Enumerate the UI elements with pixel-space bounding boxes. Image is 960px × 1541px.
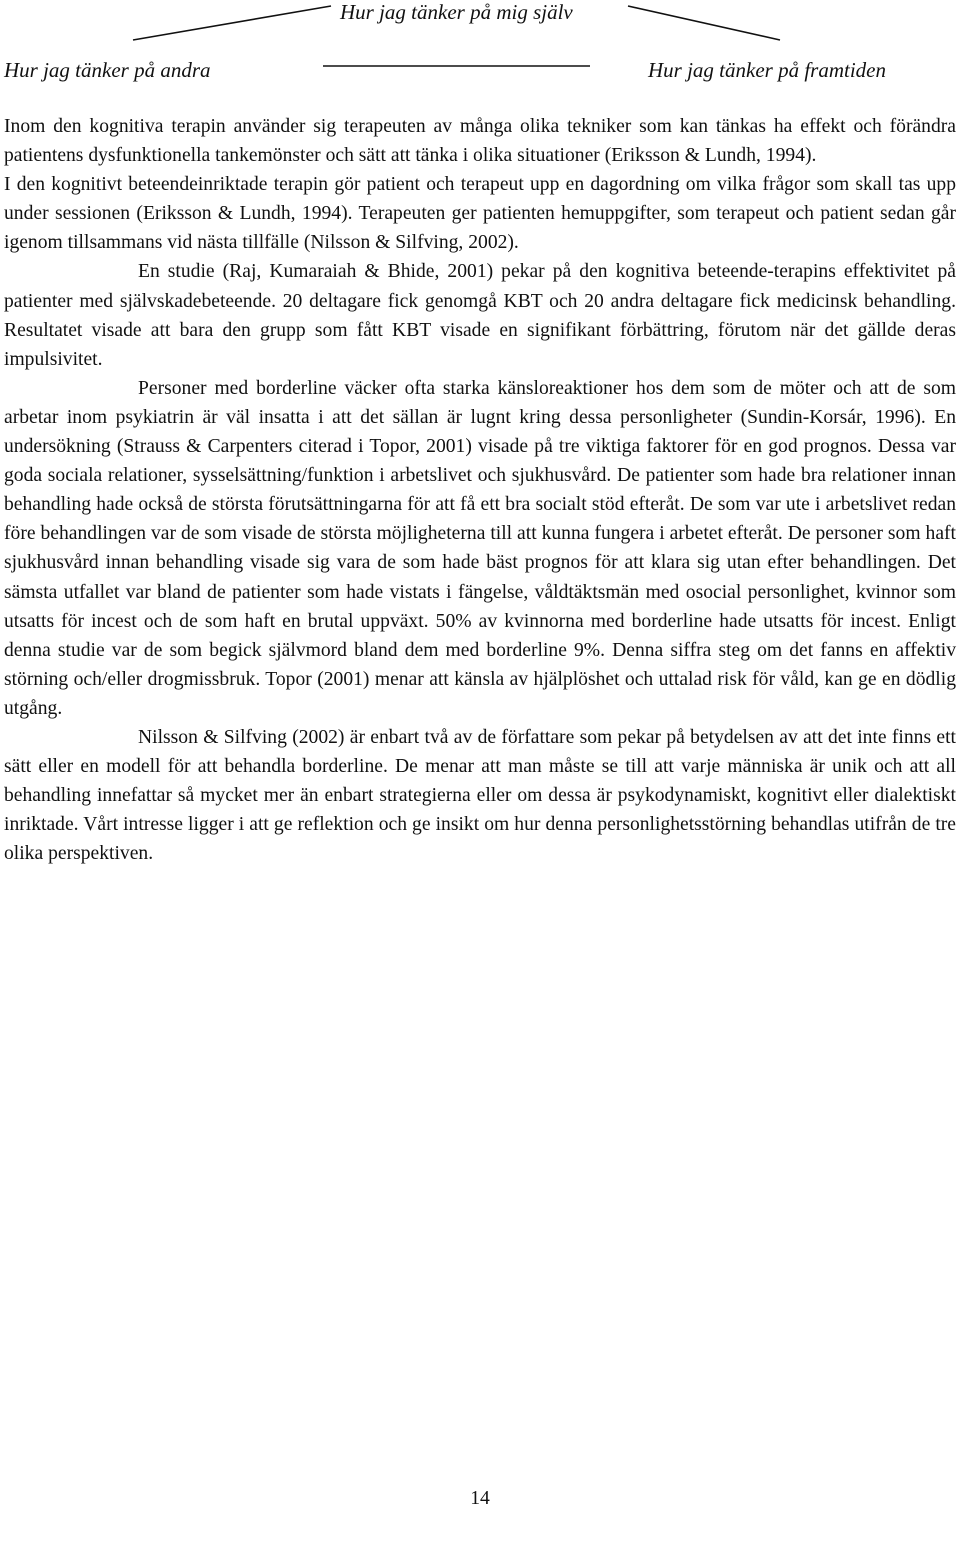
body-text (4, 112, 956, 868)
cognitive-triad-diagram (0, 0, 960, 100)
paragraph-2: I den kognitivt beteendeinriktade terapin gör patient och terapeut upp en dagordning om vilka frågor som skall tas upp under sessionen (Eriksson & Lundh, 1994). Terapeuten ger patienten hemuppgifter, som terapeut och patient sedan går igenom tillsammans vid nästa tillfälle (Nilsson & Silfving, 2002). (4, 174, 956, 254)
paragraph-1: Inom den kognitiva terapin använder sig terapeuten av många olika tekniker som kan tänkas ha effekt och förändra patientens dysfunktionella tankemönster och sätt att tänka i olika situationer (Eriksson & Lundh, 1994). (4, 116, 956, 167)
left-connector-line (133, 6, 331, 40)
paragraph-4: Personer med borderline väcker ofta starka känsloreaktioner hos dem som de möter och att de som arbetar inom psykiatrin är väl insatta i att det sällan är lugnt kring dessa personligheter (Sundin-Korsár, 1996). En undersökning (Strauss & Carpenters citerad i Topor, 2001) visade på tre viktiga faktorer för en god prognos. Dessa var goda sociala relationer, sysselsättning/funktion i arbetslivet och sjukhusvård. De patienter som hade bra relationer innan behandling hade också de största förutsättningarna för att få ett bra socialt stöd efteråt. De som var ute i arbetslivet redan före behandlingen var de som visade de största möjligheterna till att kunna fungera i arbetet efteråt. De personer som haft sjukhusvård innan behandling visade sig vara de som hade bäst prognos för att klara sig utan efter behandlingen. Det sämsta utfallet var bland de patienter som hade vistats i fängelse, våldtäktsmän med osocial personlighet, kvinnor som utsatts för incest och de som haft en brutal uppväxt. 50% av kvinnorna med borderline hade utsatts för incest. Enligt denna studie var de som begick självmord bland dem med borderline 9%. Denna siffra steg om det fanns en affektiv störning och/eller drogmissbruk. Topor (2001) menar att känsla av hjälplöshet och uttalad risk för våld, kan ge en dödlig utgång. (4, 377, 956, 719)
right-connector-line (628, 6, 780, 40)
diagram-label-self: Hur jag tänker på mig själv (340, 0, 573, 24)
diagram-label-future: Hur jag tänker på framtiden (648, 58, 886, 82)
paragraph-5: Nilsson & Silfving (2002) är enbart två av de författare som pekar på betydelsen av att det inte finns ett sätt eller en modell för att behandla borderline. De menar att man måste se till att varje människa är unik och att all behandling innefattar så mycket mer än enbart strategierna eller om dessa är psykodynamiskt, kognitivt eller dialektiskt inriktade. Vårt intresse ligger i att ge reflektion och ge insikt om hur denna personlighetsstörning behandlas utifrån de tre olika perspektiven. (4, 726, 956, 865)
diagram-label-others: Hur jag tänker på andra (4, 58, 211, 82)
page-number: 14 (470, 1488, 490, 1509)
paragraph-3: En studie (Raj, Kumaraiah & Bhide, 2001) pekar på den kognitiva beteende-terapins effektivitet på patienter med självskadebeteende. 20 deltagare fick genomgå KBT och 20 andra deltagare fick medicinsk behandling. Resultatet visade att bara den grupp som fått KBT visade en signifikant förbättring, förutom när det gällde deras impulsivitet. (4, 261, 956, 370)
